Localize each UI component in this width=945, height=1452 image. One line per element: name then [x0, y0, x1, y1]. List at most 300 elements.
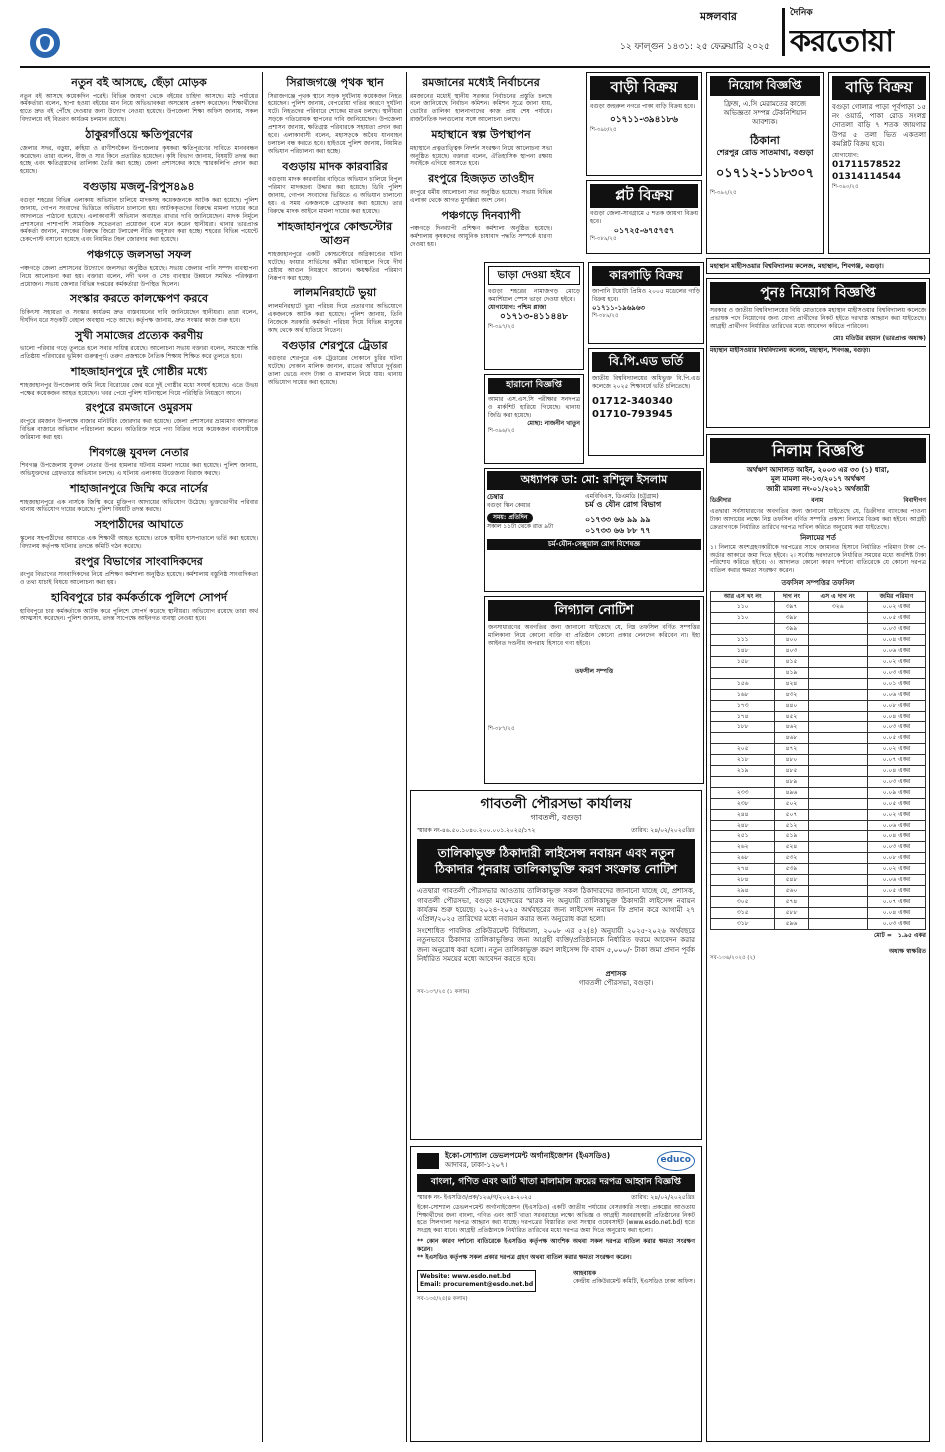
- table-cell: [808, 646, 867, 657]
- chamber-label: চেম্বার: [487, 492, 504, 501]
- table-cell: [808, 744, 867, 755]
- table-cell: ৫১২: [775, 820, 808, 831]
- table-cell: ২৮৪: [711, 875, 775, 886]
- table-cell: [711, 624, 775, 635]
- ad-for-rent: [484, 262, 584, 370]
- auction-case: মূল মামলা নং-১৩/২০১৭ অর্থঋণ: [770, 475, 866, 484]
- table-row: [711, 613, 926, 624]
- table-cell: ৫৯৬: [775, 918, 808, 929]
- table-cell: ০.০২ একর: [867, 656, 925, 667]
- article-headline: রংপুর বিভাগের সাংবাদিকদের: [75, 554, 203, 568]
- table-cell: [808, 907, 867, 918]
- ad-code: সব-১৩৭/২৫ (১ কলাম): [417, 988, 470, 995]
- ad-auction-notice: [706, 434, 930, 1442]
- terms-heading: নিলামের শর্ত: [800, 534, 836, 543]
- table-cell: ১৮৮: [711, 722, 775, 733]
- table-cell: ৪০৩: [775, 646, 808, 657]
- article-headline: বগুড়ায় মাদক কারবারির: [282, 159, 388, 173]
- signer-org: গাবতলী পৌরসভা, বগুড়া।: [578, 979, 654, 988]
- ad-code: শি-৩৯৭/২৫: [488, 323, 515, 330]
- table-cell: ৫৪৮: [775, 875, 808, 886]
- auction-law: অর্থঋণ আদালত আইন, ২০০৩ এর ৩৩ (১) ধারা,: [746, 466, 890, 475]
- ad-title: কারগাড়ি বিক্রয়: [592, 266, 700, 286]
- table-row: [711, 700, 926, 711]
- table-cell: [808, 722, 867, 733]
- table-cell: ০.০৮ একর: [867, 700, 925, 711]
- ad-title: নিলাম বিজ্ঞপ্তি: [710, 438, 926, 463]
- table-cell: [808, 918, 867, 929]
- ad-text: ফ্রিজ, এ.সি মেরামতের কাজে অভিজ্ঞতা সম্পন্ন টেকনিশিয়ান আবশ্যক।: [723, 99, 807, 127]
- table-cell: ২৪৮: [711, 820, 775, 831]
- table-cell: ১৪৮: [711, 646, 775, 657]
- table-cell: ৫৩৯: [775, 864, 808, 875]
- article-headline: সিরাজগঞ্জে পৃথক স্থান: [286, 76, 384, 89]
- table-row: [711, 787, 926, 798]
- ad-text: জাপানি টয়োটা প্রিমিও ২০০৫ মডেলের গাড়ি বিক্রয় হবে।: [592, 287, 700, 303]
- doctor-degree: এমবিবিএস, ডিএমডি (চট্টগ্রাম): [585, 492, 659, 500]
- table-row: [711, 624, 926, 635]
- table-cell: [808, 700, 867, 711]
- table-row: [711, 602, 926, 613]
- table-cell: ০.০২ একর: [867, 864, 925, 875]
- table-cell: ২৩৮: [711, 798, 775, 809]
- table-cell: ০.০৭ একর: [867, 755, 925, 766]
- article-headline: পঞ্চগড়ে দিনব্যাপী: [441, 208, 521, 222]
- table-row: [711, 875, 926, 886]
- article-body: বগুড়া শহরের বিভিন্ন এলাকায় অভিযান চালিয়ে মাদকসহ কয়েকজনকে আটক করা হয়েছে। পুলিশ জানায়, গোপন সংবাদের ভিত্তিতে অভিযান চালানো হয়। আটককৃতদের বিরুদ্ধে মামলা দায়ের করে আদালতে পাঠানো হয়েছে। এলাকাবাসী অভিযান অব্যাহত রাখার দাবি জানিয়েছেন। মাদক নির্মূলে প্রশাসনের পাশাপাশি সামাজিক সচেতনতা প্রয়োজন বলে মনে করেন স্থানীয়রা। থানার ভারপ্রাপ্ত কর্মকর্তা জানান, মাদকের বিরুদ্ধে জিরো টলারেন্স নীতি অনুসরণ করা হচ্ছে। শহরের বিভিন্ন পয়েন্টে চেকপোস্ট বসানো হয়েছে এবং নিয়মিত টহল জোরদার করা হয়েছে।: [20, 196, 258, 244]
- ad-signer: তফসীল সম্পত্তি: [574, 667, 614, 675]
- ad-text: সরকার ও জাতীয় বিশ্ববিদ্যালয়ের বিধি মোতাবেক মহাস্থান মাহীসওয়ার বিশ্ববিদ্যালয় কলেজে প্রভাষক পদে নিয়োগের জন্য যোগ্য প্রার্থীদের নিকট হইতে দরখাস্ত আহ্বান করা যাইতেছে। আগ্রহী প্রার্থীগণ নির্ধারিত তারিখের মধ্যে আবেদন করিতে পারিবেন।: [710, 307, 926, 331]
- table-cell: ১৫৬: [711, 678, 775, 689]
- ad-contact-label: যোগাযোগ:: [832, 151, 859, 159]
- table-row: [711, 864, 926, 875]
- table-cell: ৫০২: [775, 798, 808, 809]
- table-row: [711, 798, 926, 809]
- ad-title: বাড়ি বিক্রয়: [832, 76, 926, 100]
- article-body: পঞ্চগড়ে জেলা প্রশাসনের উদ্যোগে জলসভা অনুষ্ঠিত হয়েছে। সভায় জেলার পানি সম্পদ ব্যবস্থাপনা নিয়ে আলোচনা করা হয়। বক্তারা বলেন, নদী খনন ও সেচ ব্যবস্থার উন্নয়নে সমন্বিত পরিকল্পনা প্রয়োজন। সভায় জেলার বিভিন্ন দপ্তরের কর্মকর্তারা উপস্থিত ছিলেন।: [20, 264, 258, 288]
- table-cell: ৪০০: [775, 635, 808, 646]
- table-cell: ১৬৮: [711, 689, 775, 700]
- esdo-logo-icon: [417, 1153, 439, 1169]
- table-cell: ২৬৮: [711, 853, 775, 864]
- ad-title: লিগ্যাল নোটিশ: [488, 600, 700, 621]
- ad-text: বগুড়া জহুরুল নগরে পাকা বাড়ি বিক্রয় হবে।: [590, 102, 696, 110]
- table-cell: [808, 766, 867, 777]
- table-cell: ৪৭২: [775, 744, 808, 755]
- ad-phone: ০১৭২৫-৬৭৫৭৫৭: [613, 225, 675, 235]
- article-body: নতুন বই আসছে কয়েকদিন পরেই। বিভিন্ন জায়গা থেকে বইয়ের চাহিদা আসছে। মাঠ পর্যায়ের কর্মকর্তারা বলেন, ছাপা হওয়া বইয়ের মান নিয়ে অভিভাবকরা অসন্তোষ প্রকাশ করেছেন। শিক্ষার্থীদের হাতে দ্রুত বই পৌঁছে দেওয়ার জন্য উদ্যোগ নেওয়া হয়েছে। উপজেলা শিক্ষা অফিস জানায়, সকল বিদ্যালয়ে বই বিতরণ কার্যক্রম চলমান রয়েছে।: [20, 92, 258, 124]
- article-body: জেলার সদর, বড়ুয়া, রুহিয়া ও রাণীশংকৈল উপজেলার কৃষকরা ক্ষতিপূরণের দাবিতে মানববন্ধন করেছেন। তারা বলেন, বীজ ও সার কিনে প্রতারিত হয়েছেন। কৃষি বিভাগ জানায়, বিষয়টি তদন্ত করা হচ্ছে এবং ক্ষতিগ্রস্তদের তালিকা তৈরি করা হচ্ছে। জেলা প্রশাসকের কাছে স্মারকলিপি প্রদান করা হয়েছে।: [20, 144, 258, 176]
- table-row: [711, 678, 926, 689]
- table-row: [711, 831, 926, 842]
- table-cell: [808, 656, 867, 667]
- table-cell: ২১৮: [711, 755, 775, 766]
- memo-date: তারিখ: ২৪/০২/২০২৫খ্রিঃ: [631, 827, 695, 835]
- table-cell: ০.০৫ একর: [867, 733, 925, 744]
- table-cell: ১৭৪: [711, 711, 775, 722]
- table-cell: ০.০২ একর: [867, 602, 925, 613]
- college-banner: মহাস্থান মাহীসওয়ার বিশ্ববিদ্যালয় কলেজ, মহাস্থান, শিবগঞ্জ, বগুড়া।: [706, 258, 930, 274]
- table-row: [711, 656, 926, 667]
- table-header-cell: আর এস খং নং: [711, 591, 775, 602]
- schedule-table: [710, 591, 926, 930]
- table-cell: [808, 896, 867, 907]
- table-cell: ২৩৩: [711, 787, 775, 798]
- table-row: [711, 820, 926, 831]
- doctor-phone: ০১৭৩৩ ৬৬ ৯৯ ৯৯: [585, 514, 651, 524]
- table-cell: ০.০৭ একর: [867, 896, 925, 907]
- column-divider: [406, 72, 407, 1442]
- ad-code: সব-১৩৬/২০২৫ (২): [710, 955, 756, 962]
- table-cell: [808, 613, 867, 624]
- table-cell: ৩১৫: [711, 907, 775, 918]
- table-cell: [808, 875, 867, 886]
- table-cell: [808, 809, 867, 820]
- versus-label: বনাম: [811, 496, 824, 504]
- ad-title: বাড়ী বিক্রয়: [590, 76, 698, 100]
- terms-text: ১। নিলামে অংশগ্রহণকারীকে দরপত্রের সাথে জামানত হিসাবে নির্ধারিত পরিমাণ টাকা পে-অর্ডার আকারে জমা দিতে হইবে। ২। সর্বোচ্চ দরদাতাকে নির্ধারিত সময়ের মধ্যে অবশিষ্ট টাকা পরিশোধ করিতে হইবে। ৩। আদালত কোনো কারণ দর্শানো ব্যতিরেকে যে কোনো দরপত্র বাতিল করার ক্ষমতা সংরক্ষণ করেন।: [710, 543, 926, 575]
- ad-house-sale: [586, 72, 702, 176]
- table-cell: ০.০৩ একর: [867, 667, 925, 678]
- article-body: শাহজাহানপুরে একটি কোল্ডস্টোরে অগ্নিকাণ্ডের ঘটনা ঘটেছে। ফায়ার সার্ভিসের কর্মীরা ঘটনাস্থলে গিয়ে দীর্ঘ চেষ্টায় আগুন নিয়ন্ত্রণে আনেন। ক্ষয়ক্ষতির পরিমাণ নিরূপণ করা হচ্ছে।: [268, 250, 402, 282]
- article-headline: রমজানের মধ্যেই নির্বাচনের: [422, 76, 540, 89]
- org-place: গাবতলী, বগুড়া: [530, 813, 582, 823]
- column-divider: [262, 72, 263, 1442]
- article-body: বগুড়ার শেরপুরে এক ট্রেডারের দোকানে চুরির ঘটনা ঘটেছে। দোকান মালিক জানান, রাতের আঁধারে দুর্বৃত্তরা তালা ভেঙে নগদ টাকা ও মালামাল নিয়ে যায়। থানায় অভিযোগ দায়ের করা হয়েছে।: [268, 355, 402, 386]
- table-cell: [808, 842, 867, 853]
- table-cell: ০.০৯ একর: [867, 787, 925, 798]
- table-cell: [808, 733, 867, 744]
- ad-text: বগুড়া জেলা-সাবগ্রামে ৫ শতক জায়গা বিক্রয় হবে।: [590, 209, 698, 225]
- article-body: বগুড়ায় মাদক কারবারির বাড়িতে অভিযান চালিয়ে বিপুল পরিমাণ মাদকদ্রব্য উদ্ধার করা হয়েছে। ডিবি পুলিশ জানায়, গোপন সংবাদের ভিত্তিতে এ অভিযান চালানো হয়। এ সময় একজনকে গ্রেফতার করা হয়েছে। তার বিরুদ্ধে মাদক আইনে মামলা দায়ের করা হয়েছে।: [268, 176, 402, 215]
- table-row: [711, 722, 926, 733]
- article-body: লালমনিরহাটে ভুয়া পরিচয় দিয়ে প্রতারণার অভিযোগে একজনকে আটক করা হয়েছে। পুলিশ জানায়, তিনি নিজেকে সরকারি কর্মকর্তা পরিচয় দিয়ে বিভিন্ন মানুষের কাছ থেকে অর্থ হাতিয়ে নিতেন।: [268, 302, 402, 334]
- article-body: স্কুলের সহপাঠীদের আঘাতে এক শিক্ষার্থী আহত হয়েছে। তাকে স্থানীয় হাসপাতালে ভর্তি করা হয়েছে। বিদ্যালয় কর্তৃপক্ষ ঘটনার তদন্তে কমিটি গঠন করেছে।: [20, 534, 258, 550]
- ad-tender-notice: [410, 1146, 702, 1442]
- article-headline: পঞ্চগড়ে জলসভা সফল: [86, 248, 192, 262]
- table-cell: [711, 733, 775, 744]
- tender-body: ইকো-সোশ্যাল ডেভলপমেন্ট অর্গানাইজেশন (ইএসডিও) একটি জাতীয় পর্যায়ের বেসরকারি সংস্থা। প্রকল্পের আওতায় শিক্ষার্থীদের জন্য বাংলা, গণিত এবং আর্ট খাতা সরবরাহের লক্ষ্যে অভিজ্ঞ ও আগ্রহী সরবরাহকারী প্রতিষ্ঠানের নিকট হতে সিলগালা দরপত্র আহ্বান করা যাচ্ছে। দরপত্রের বিস্তারিত তথ্য সংস্থার ওয়েবসাইট (www.esdo.net.bd) হতে সংগ্রহ করা যাবে। আগ্রহী প্রতিষ্ঠানকে নির্ধারিত তারিখের মধ্যে দরপত্র জমা দিতে অনুরোধ করা হলো।: [417, 1203, 695, 1235]
- ad-phone: 01711578522: [832, 159, 901, 170]
- table-cell: ০.০৫ একর: [867, 613, 925, 624]
- table-cell: ২৬২: [711, 842, 775, 853]
- table-cell: ০.০৬ একর: [867, 875, 925, 886]
- ad-house-sale-2: [828, 72, 930, 254]
- table-cell: ১৫৮: [711, 656, 775, 667]
- ad-phone: 01314114544: [832, 171, 901, 182]
- table-cell: ৪৬৮: [775, 733, 808, 744]
- table-cell: [808, 853, 867, 864]
- article-body: রমজানের মধ্যেই স্থানীয় সরকার নির্বাচনের প্রস্তুতি চলছে বলে জানিয়েছে নির্বাচন কমিশন। কমিশন সূত্রে জানা যায়, ভোটার তালিকা হালনাগাদের কাজ প্রায় শেষ পর্যায়ে। রাজনৈতিক দলগুলোর সঙ্গে আলোচনা চলছে।: [410, 92, 552, 124]
- table-cell: ৪৪০: [775, 700, 808, 711]
- issue-date: ১২ ফাল্গুন ১৪৩১: ২৫ ফেব্রুয়ারি ২০২৫: [620, 42, 770, 52]
- masthead: [0, 0, 945, 70]
- schedule-heading: তফসিল সম্পত্তির তফসিল: [781, 579, 855, 588]
- table-row: [711, 896, 926, 907]
- ad-footer: মহাস্থান মাহীসওয়ার বিশ্ববিদ্যালয় কলেজ, মহাস্থান, শিবগঞ্জ, বগুড়া।: [710, 346, 926, 355]
- table-cell: [808, 864, 867, 875]
- tender-heading: বাংলা, গণিত এবং আর্ট খাতা মালামাল ক্রয়ের দরপত্র আহ্বান বিজ্ঞপ্তি: [417, 1174, 695, 1192]
- ad-reappointment: [706, 278, 930, 428]
- ad-phone: ০১৭১২-১১৮৩০৭: [715, 165, 815, 181]
- table-row: [711, 886, 926, 897]
- table-cell: ০.০৬ একর: [867, 820, 925, 831]
- ad-code: শি-৩৯৮/২৫: [590, 126, 617, 133]
- table-cell: ০.০১ একর: [867, 678, 925, 689]
- table-cell: ৩৯৮: [775, 613, 808, 624]
- table-cell: ৩৯৯: [775, 624, 808, 635]
- total-value: ১.৯৫ একর: [897, 931, 926, 939]
- table-row: [711, 766, 926, 777]
- article-headline: শাহাজানপুরে জিম্মি করে নার্সের: [70, 482, 208, 496]
- table-cell: [711, 776, 775, 787]
- brand-divider: [782, 8, 785, 56]
- table-cell: ৪৫২: [775, 711, 808, 722]
- org-name: ইকো-সোশ্যাল ডেভলপমেন্ট অর্গানাইজেশন (ইএসডিও): [445, 1151, 611, 1161]
- table-row: [711, 689, 926, 700]
- brand-small: দৈনিক: [790, 8, 813, 18]
- ad-municipality-notice: [410, 790, 702, 1140]
- ad-code: সব-১৩৫/২৫(৪ কলাম): [417, 1295, 468, 1302]
- time-value: সকাল ১১টা থেকে রাত ৯টা: [487, 522, 554, 530]
- table-row: [711, 918, 926, 929]
- ad-bped-admission: [588, 348, 704, 456]
- article-headline: রংপুরে রমজানে ওমুরসম: [85, 401, 193, 415]
- article-headline: হাবিবপুরে চার কর্মকর্তাকে পুলিশে সোপর্দ: [51, 591, 227, 604]
- table-cell: [808, 776, 867, 787]
- table-cell: ৩১৮: [711, 918, 775, 929]
- table-cell: [808, 624, 867, 635]
- ad-title: বি.পি.এড ভর্তি: [592, 352, 700, 372]
- article-headline: বগুড়ার শেরপুরে ট্রেডার: [282, 338, 388, 352]
- ad-signer: মোঃ মতিউর রহমান (ভারপ্রাপ্ত অধ্যক্ষ): [833, 335, 926, 343]
- table-cell: ০.০৩ একর: [867, 624, 925, 635]
- table-row: [711, 755, 926, 766]
- memo-no: স্মারক নং- ইএসডিও/প্রক/১২৬/গ/২০২৪-২০২৫: [417, 1193, 532, 1201]
- table-cell: ০.০৩ একর: [867, 776, 925, 787]
- memo-no: স্মারক নং-৪৬.৫০.১০৪০.২০০.০০১.২০২৫/১৭২: [417, 827, 536, 835]
- table-cell: ০.০৪ একর: [867, 711, 925, 722]
- ad-signer: অধ্যক্ষ স্বাক্ষরিত: [888, 947, 926, 955]
- chamber-name: বগুড়া স্কিন কেয়ার: [487, 501, 531, 509]
- table-cell: ০.০৬ একর: [867, 689, 925, 700]
- issue-day: মঙ্গলবার: [700, 10, 737, 23]
- table-cell: ০.০৫ একর: [867, 886, 925, 897]
- table-cell: ৫২৪: [775, 842, 808, 853]
- ad-code: শি-৩৮৭/২৫: [488, 725, 515, 732]
- table-cell: ৪২৪: [775, 678, 808, 689]
- org-address: আদাবর, ঢাকা-১২০৭।: [445, 1161, 508, 1170]
- table-cell: ২৪৪: [711, 809, 775, 820]
- tender-note: ** কোন কারণ দর্শানো ব্যতিরেকে ইএসডিও কর্তৃপক্ষ আংশিক অথবা সকল দরপত্র বাতিল করার ক্ষমতা সংরক্ষণ করেন।: [417, 1238, 695, 1254]
- table-cell: ২৫১: [711, 831, 775, 842]
- table-cell: ৪৮৯: [775, 776, 808, 787]
- ad-title: হারানো বিজ্ঞপ্তি: [488, 378, 580, 394]
- table-row: [711, 635, 926, 646]
- notice-heading: তালিকাভুক্ত ঠিকাদারী লাইসেন্স নবায়ন এবং নতুন ঠিকাদার পুনরায় তালিকাভুক্তি করণ সংক্রান্ত নোটিশ: [417, 839, 695, 883]
- time-label: সময়: প্রতিদিন: [487, 513, 533, 523]
- table-cell: [808, 667, 867, 678]
- signer-title: প্রশাসক: [605, 970, 627, 979]
- table-cell: ১৭৩: [711, 700, 775, 711]
- table-cell: ৩২৬: [808, 602, 867, 613]
- article-headline: শিবগঞ্জে যুবদল নেতার: [89, 445, 189, 459]
- table-cell: ৪৮০: [775, 755, 808, 766]
- table-cell: ৫৬০: [775, 886, 808, 897]
- table-cell: [808, 820, 867, 831]
- table-cell: ৫৩২: [775, 853, 808, 864]
- table-cell: ১১০: [711, 602, 775, 613]
- memo-date: তারিখ: ২৪/০২/২০২৫খ্রিঃ: [631, 1193, 695, 1201]
- table-header-cell: এস এ দাগ নং: [808, 591, 867, 602]
- article-headline: সংস্কার করতে কালক্ষেপণ করবে: [70, 292, 208, 306]
- table-row: [711, 907, 926, 918]
- doctor-specialty: চর্ম ও যৌন রোগ বিভাগ: [585, 500, 662, 510]
- table-cell: ৪৮৫: [775, 766, 808, 777]
- article-body: রংপুর বিভাগের সাংবাদিকদের নিয়ে প্রশিক্ষণ কর্মশালা অনুষ্ঠিত হয়েছে। কর্মশালায় বস্তুনিষ্ঠ সাংবাদিকতা ও তথ্য যাচাই বিষয়ে আলোচনা করা হয়।: [20, 571, 258, 587]
- total-label: মোট =: [873, 931, 892, 939]
- table-cell: ৪৬২: [775, 722, 808, 733]
- ad-title: নিয়োগ বিজ্ঞপ্তি: [710, 76, 820, 96]
- ad-job-notice: [706, 72, 824, 254]
- esdo-website-link[interactable]: Website: www.esdo.net.bd: [420, 1273, 511, 1280]
- partner-logo: educo: [657, 1151, 695, 1171]
- table-row: [711, 733, 926, 744]
- ad-location: যোগাযোগ: পশ্চিম প্লাজা: [488, 304, 547, 311]
- table-cell: ৩৯৭: [775, 602, 808, 613]
- table-cell: ১১১: [711, 635, 775, 646]
- table-cell: ০.০৩ একর: [867, 918, 925, 929]
- table-header-cell: জমির পরিমাণ: [867, 591, 925, 602]
- doctor-phone: ০১৭৩৩ ৬৬ ৮৮ ৭৭: [585, 525, 651, 535]
- table-cell: ০.০২ একর: [867, 809, 925, 820]
- table-cell: ৫৭৪: [775, 896, 808, 907]
- table-cell: ০.০৪ একর: [867, 831, 925, 842]
- table-row: [711, 776, 926, 787]
- table-cell: ০.০৪ একর: [867, 766, 925, 777]
- table-cell: ৪১৫: [775, 656, 808, 667]
- table-cell: [808, 787, 867, 798]
- table-cell: ০.০২ একর: [867, 744, 925, 755]
- table-cell: [711, 667, 775, 678]
- auction-text: এতদ্বারা সর্বসাধারণের অবগতির জন্য জানানো যাইতেছে যে, ডিক্রীদার ব্যাংকের পাওনা টাকা আদায়ের লক্ষ্যে নিম্ন তফসিল বর্ণিত সম্পত্তি প্রকাশ্য নিলামে বিক্রয় করা হইবে। আগ্রহী ক্রেতাগণকে নির্ধারিত তারিখে দরপত্র দাখিল করিতে অনুরোধ করা যাইতেছে।: [710, 507, 926, 531]
- table-cell: ০.০৮ একর: [867, 853, 925, 864]
- table-cell: ০.০৪ একর: [867, 635, 925, 646]
- table-cell: ০.০৬ একর: [867, 646, 925, 657]
- ad-doctor: [484, 468, 704, 592]
- esdo-email-link[interactable]: Email: procurement@esdo.net.bd: [420, 1280, 534, 1288]
- ad-lost-notice: [484, 374, 584, 464]
- ad-phone: 01712-340340: [592, 395, 673, 407]
- table-row: [711, 667, 926, 678]
- article-body: ভালো পরিবার গড়ে তুলতে হলে সবার দায়িত্ব রয়েছে। আলোচনা সভায় বক্তারা বলেন, সমাজে শান্তি প্রতিষ্ঠায় পরিবারের ভূমিকা গুরুত্বপূর্ণ। তরুণ প্রজন্মকে নৈতিক শিক্ষায় শিক্ষিত করে তুলতে হবে।: [20, 345, 258, 361]
- ad-title: ভাড়া দেওয়া হইবে: [488, 266, 580, 285]
- article-body: সিরাজগঞ্জে পৃথক স্থানে সড়ক দুর্ঘটনায় কয়েকজন নিহত হয়েছেন। পুলিশ জানায়, বেপরোয়া গতির কারণে দুর্ঘটনা ঘটে। নিহতদের পরিবারে শোকের মাতম চলছে। স্থানীয়রা সড়কে গতিরোধক স্থাপনের দাবি জানিয়েছেন। উপজেলা প্রশাসন জানায়, ক্ষতিগ্রস্ত পরিবারকে সহায়তা প্রদান করা হবে। এলাকাবাসী বলেন, মহাসড়কে অবৈধ যানবাহন চলাচল বন্ধ করতে হবে। হাইওয়ে পুলিশ জানায়, নিয়মিত অভিযান পরিচালনা করা হচ্ছে।: [268, 92, 402, 155]
- article-headline: মহাস্থানে স্বল্প উপস্থাপন: [431, 128, 531, 142]
- ad-name: মোছা: নাজনীন খাতুন: [527, 419, 580, 427]
- article-body: পঞ্চগড়ে দিনব্যাপী প্রশিক্ষণ কর্মশালা অনুষ্ঠিত হয়েছে। কর্মশালায় কৃষকদের আধুনিক চাষাবাদ পদ্ধতি সম্পর্কে ধারণা দেওয়া হয়।: [410, 225, 552, 249]
- ad-car-sale: [588, 262, 704, 344]
- article-headline: সুখী সমাজের প্রত্যেক করণীয়: [75, 328, 203, 342]
- table-row: [711, 853, 926, 864]
- table-cell: ১১০: [711, 613, 775, 624]
- ad-text: জাতীয় বিশ্ববিদ্যালয়ের অধিভুক্ত বি.পি.এড কলেজে ২০২৫ শিক্ষাবর্ষে ভর্তি চলিতেছে।: [592, 374, 700, 390]
- table-cell: [808, 678, 867, 689]
- ad-phone: 01710-793945: [592, 408, 673, 420]
- article-body: মহাস্থানে প্রত্নতাত্ত্বিক নিদর্শন সংরক্ষণ নিয়ে আলোচনা সভা অনুষ্ঠিত হয়েছে। বক্তারা বলেন, ঐতিহাসিক স্থাপনা রক্ষায় সবাইকে এগিয়ে আসতে হবে।: [410, 144, 552, 168]
- ad-code: শি-৩৯২/২৫: [710, 189, 737, 196]
- ad-title: প্লট বিক্রয়: [590, 184, 698, 208]
- ad-code: শি-৩৯০/২৫: [832, 183, 859, 190]
- table-header-cell: দাগ নং: [775, 591, 808, 602]
- ad-code: শি-৩৮৯/২৫: [590, 236, 617, 243]
- notice-body-1: এতদ্বারা গাবতলী পৌরসভার আওতায় তালিকাভুক্ত সকল ঠিকাদারদের জানানো যাচ্ছে যে, প্রশাসক, গাবতলী পৌরসভা, বগুড়া মহোদয়ের স্মারক নং অনুযায়ী তালিকাভুক্ত ঠিকাদারী লাইসেন্স নবায়ন কার্যক্রম শুরু হয়েছে। ২০২৪-২০২৫ অর্থবছরের জন্য লাইসেন্স নবায়ন ফি প্রদান করে আগামী ২৭ এপ্রিল/২০২৫ তারিখের মধ্যে নবায়ন করার জন্য অনুরোধ করা হলো।: [417, 887, 695, 923]
- article-body: শিবগঞ্জ উপজেলায় যুবদল নেতার উপর হামলার ঘটনায় মামলা দায়ের করা হয়েছে। পুলিশ জানায়, অভিযুক্তদের গ্রেফতারে অভিযান চলছে। এ ঘটনায় এলাকায় উত্তেজনা বিরাজ করছে।: [20, 462, 258, 478]
- ad-phone: ০১৭১৩-৪১১৪৪৮: [499, 311, 568, 322]
- ad-phone: ০১৭১১-৩৯৪১৮৬: [609, 114, 679, 125]
- ad-code: শি-৩৮৯/২৫: [592, 312, 619, 319]
- table-cell: ০.০৩ একর: [867, 842, 925, 853]
- table-cell: ৪৯৬: [775, 787, 808, 798]
- table-row: [711, 809, 926, 820]
- ad-legal-notice: [484, 596, 704, 784]
- table-cell: ০.০৩ একর: [867, 722, 925, 733]
- doctor-band: চর্ম-যৌন-সেক্সুয়াল রোগ বিশেষজ্ঞ: [487, 539, 701, 550]
- news-column-2: [268, 72, 402, 1442]
- ad-phone: ০১৭১১-১৯৬৯৬৩: [592, 303, 645, 312]
- table-cell: ২১৯: [711, 766, 775, 777]
- signer-title: আহবায়ক: [573, 1270, 597, 1277]
- ad-address: শেরপুর রোড সাতমাথা, বগুড়া: [716, 148, 814, 158]
- auction-execution: জারী মামলা নং-০১/২০২১ অর্থজারী: [766, 484, 870, 493]
- table-cell: ৪৩২: [775, 689, 808, 700]
- table-cell: ০.০৪ একর: [867, 907, 925, 918]
- table-cell: [808, 798, 867, 809]
- table-cell: ৪১৯: [775, 667, 808, 678]
- ad-code: শি-৩৯৬/২৫: [488, 427, 515, 434]
- ad-text: জনসাধারণের অবগতির জন্য জানানো যাইতেছে যে, নিম্ন তফসিল বর্ণিত সম্পত্তির মালিকানা নিয়ে কোনো ব্যক্তি বা প্রতিষ্ঠান কোনো প্রকার লেনদেন করিবেন না। ইহা আইনত দণ্ডনীয় অপরাধ হিসাবে গণ্য হইবে।: [488, 624, 700, 647]
- table-row: [711, 711, 926, 722]
- article-body: শাহজাহানপুর উপজেলায় জমি নিয়ে বিরোধের জের ধরে দুই গোষ্ঠীর মধ্যে সংঘর্ষ হয়েছে। এতে উভয় পক্ষের কয়েকজন আহত হয়েছেন। খবর পেয়ে পুলিশ ঘটনাস্থলে গিয়ে পরিস্থিতি নিয়ন্ত্রণে আনে।: [20, 381, 258, 397]
- table-row: [711, 744, 926, 755]
- signer-org: কেন্দ্রীয় প্রকিউরমেন্ট কমিটি, ইএসডিও ঢাকা অফিস।: [573, 1277, 695, 1285]
- article-body: শাহজাহানপুরে এক নার্সকে জিম্মি করে মুক্তিপণ আদায়ের অভিযোগ উঠেছে। ভুক্তভোগীর পরিবার থানায় অভিযোগ দায়ের করেছে। পুলিশ বিষয়টি তদন্ত করছে।: [20, 498, 258, 514]
- table-cell: [808, 689, 867, 700]
- table-cell: ৫৮৮: [775, 907, 808, 918]
- notice-body-2: সংশোধিত পাবলিক প্রকিউরমেন্ট বিধিমালা, ২০০৮ এর ৫২(৪) অনুযায়ী ২০২৫-২০২৬ অর্থবছরে নতুনভাবে ঠিকাদার তালিকাভুক্তির জন্য আগ্রহী ব্যক্তি/প্রতিষ্ঠানকে নির্ধারিত ফরমে আবেদন করার জন্য অনুরোধ করা হলো। নতুন তালিকাভুক্ত করণ লাইসেন্স ফি বাবদ ৫,০০০/- টাকা জমা প্রদান পূর্বক নির্ধারিত সময়ের মধ্যে আবেদন করতে হবে।: [417, 927, 695, 963]
- article-headline: শাহজাহানপুরে দুই গোষ্ঠীর মধ্যে: [70, 365, 208, 379]
- article-headline: ঠাকুরগাঁওয়ে ক্ষতিপূরণের: [85, 128, 193, 142]
- ad-text: বগুড়া গোলার পাড়া পূর্বপাড়া ১৫ নং ওয়ার্ড, পাকা রোড সংলগ্ন দোতলা বাড়ি ৭ শতক জায়গার উপর ৫ তলা ভিত একতলা কমপ্লিট বিক্রয় হবে।: [832, 102, 926, 148]
- doctor-name: অধ্যাপক ডা: মো: রশিদুল ইসলাম: [487, 471, 701, 490]
- org-name: গাবতলী পৌরসভা কার্যালয়: [480, 796, 632, 812]
- table-row: [711, 646, 926, 657]
- article-headline: বগুড়ায় মজলু-রিপুস৪৯৪: [83, 180, 195, 194]
- table-cell: ২০৫: [711, 744, 775, 755]
- table-cell: ৩০৫: [711, 896, 775, 907]
- table-cell: ২৭৪: [711, 864, 775, 875]
- defendants-label: বিবাদীগণ: [903, 496, 926, 504]
- table-cell: [808, 755, 867, 766]
- table-cell: [808, 886, 867, 897]
- tender-note: ** ইএসডিও কর্তৃপক্ষ সকল প্রকার দরপত্র গ্রহণ অথবা বাতিল করার ক্ষমতা সংরক্ষণ করেন।: [417, 1254, 632, 1262]
- article-headline: রংপুরে হিজড়ত তাওহীদ: [428, 172, 534, 186]
- table-cell: ০.০৫ একর: [867, 798, 925, 809]
- table-cell: [808, 635, 867, 646]
- table-cell: ৫০৭: [775, 809, 808, 820]
- news-column-1: [20, 72, 258, 1442]
- ad-text: বগুড়া শহরের নামাজগড় মোড়ে কমার্শিয়াল স্পেস ভাড়া দেওয়া হইবে।: [488, 288, 580, 304]
